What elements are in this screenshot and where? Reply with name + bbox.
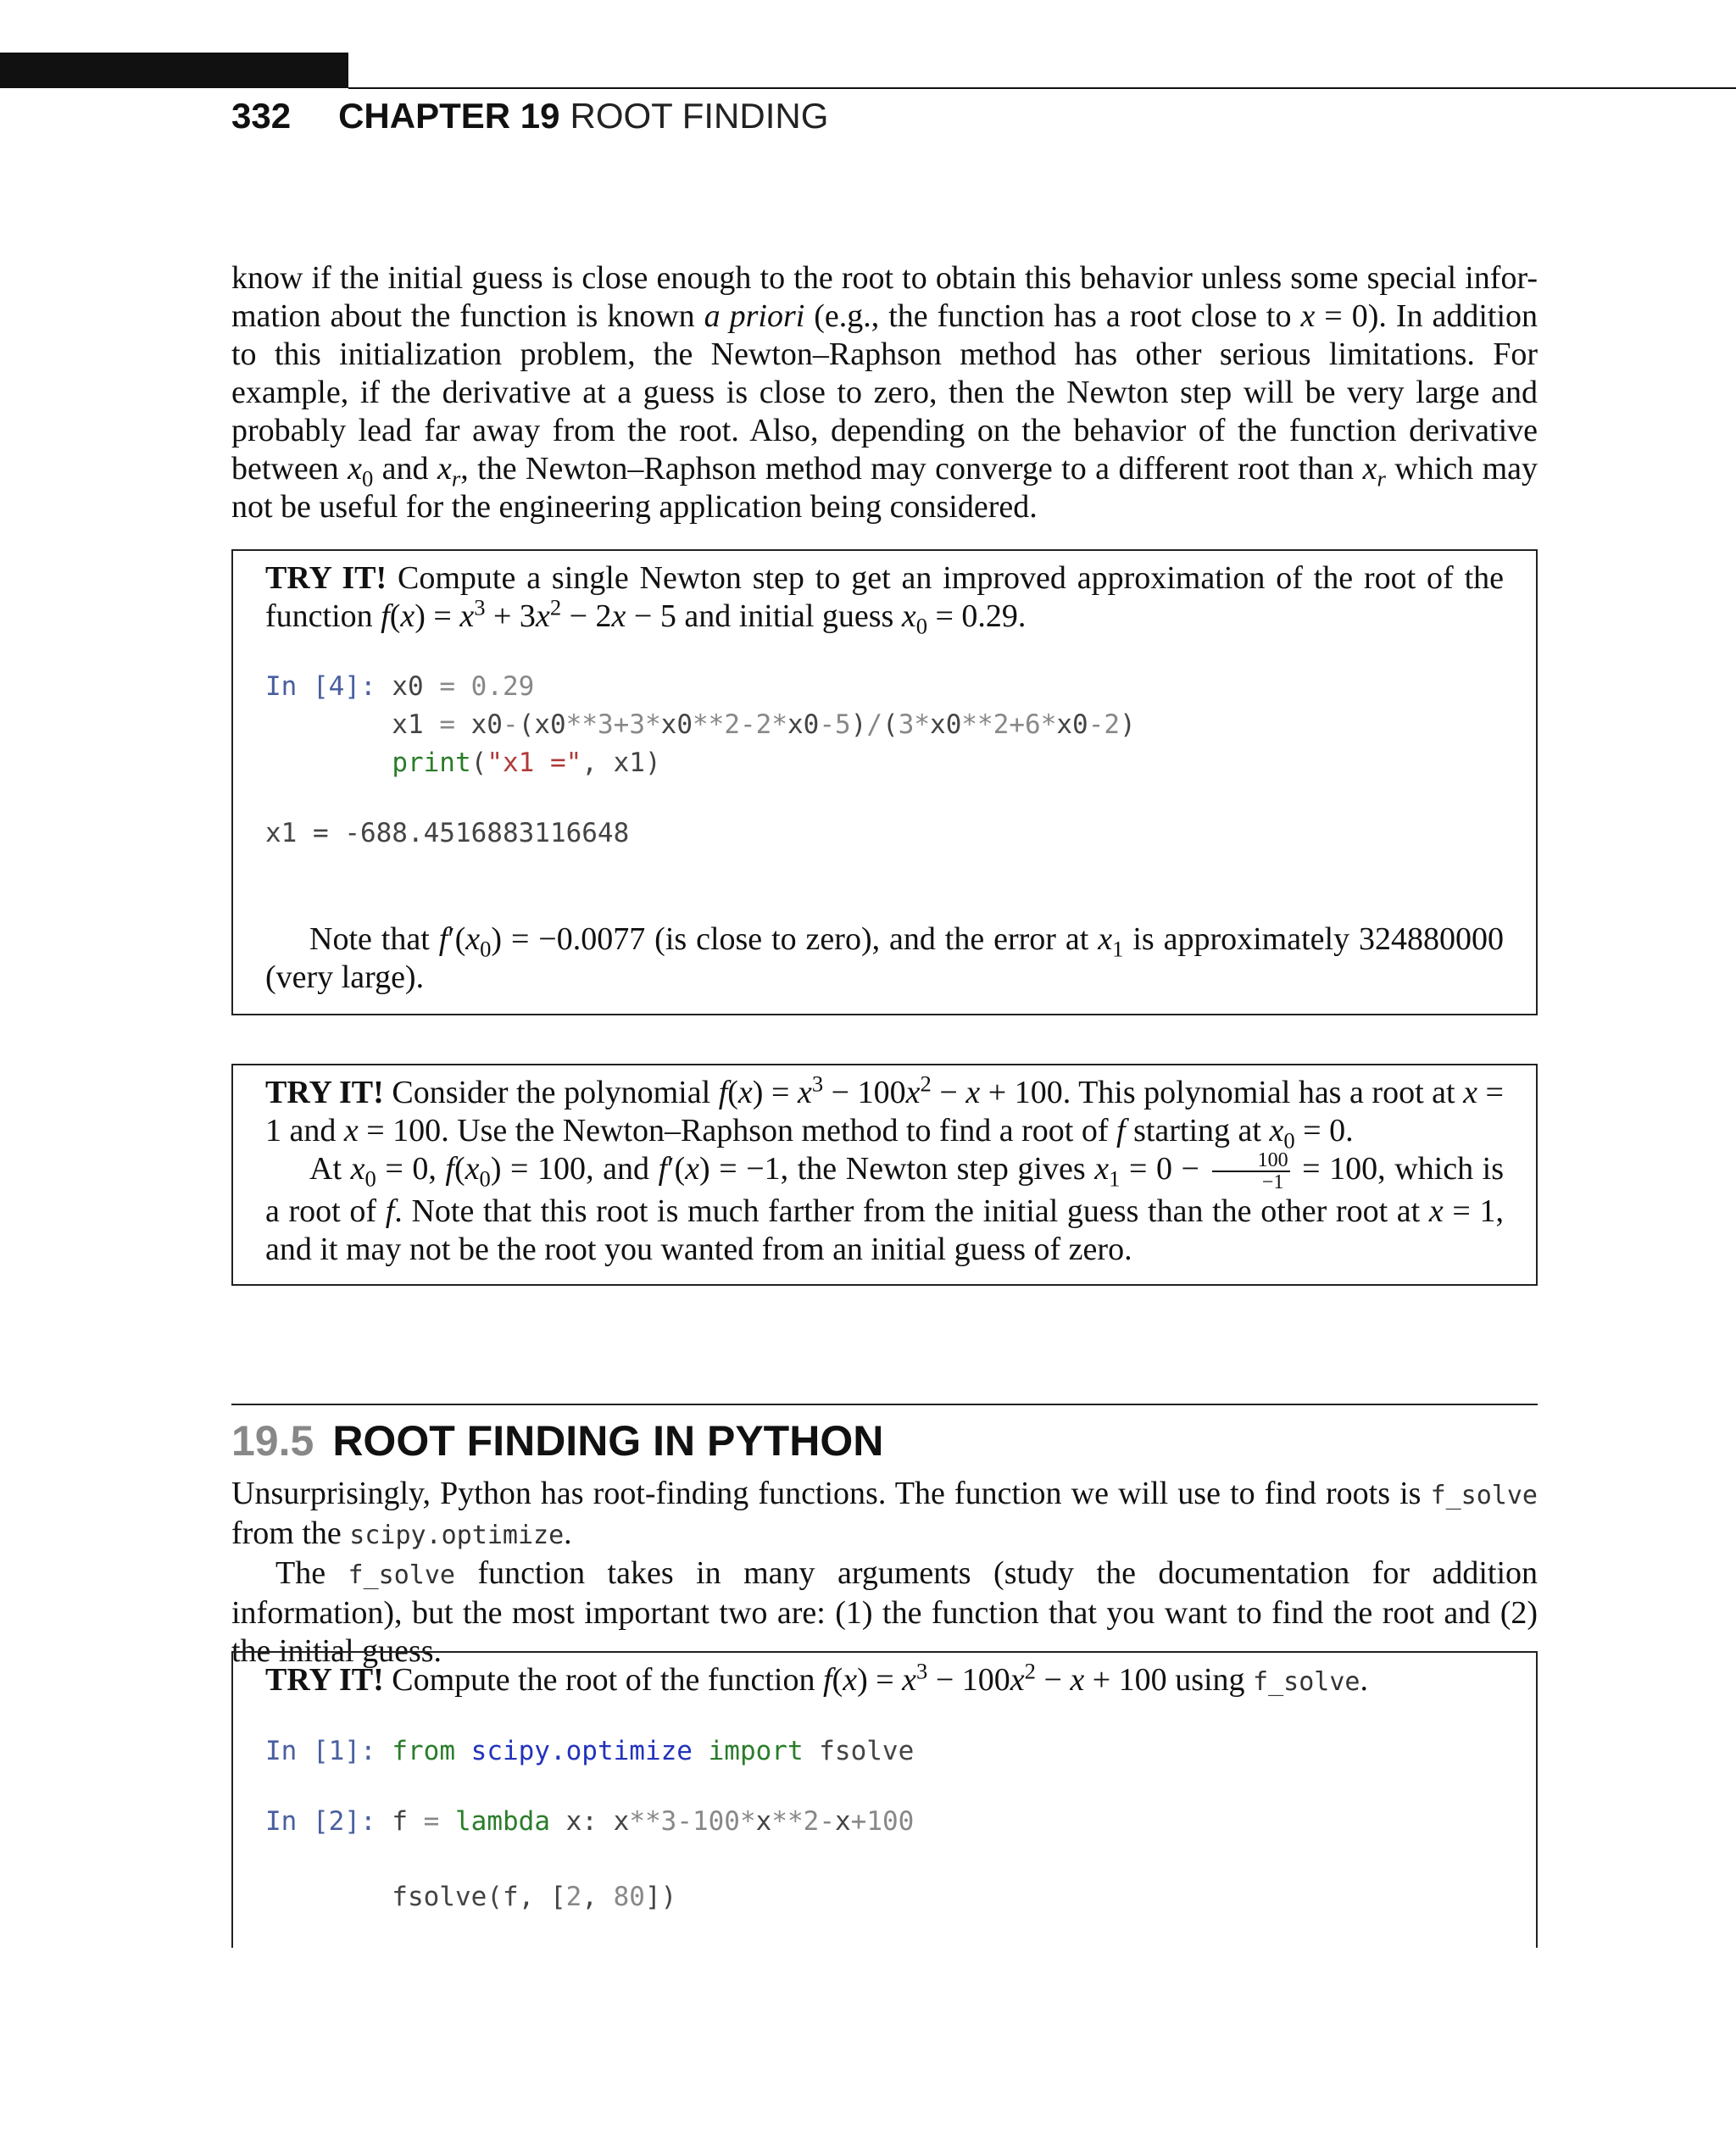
- try-it-label: TRY IT!: [265, 1662, 384, 1698]
- try-it-box-newton-step: TRY IT! Compute a single Newton step to get an improved approximation of the root of the function $f(x) = x^3 + 3x^2 - 2x - 5$ and initial guess $x_0 = 0.29$. In [4]: x0 = 0.29 x1 = x0-(x0**3+3*x0**2-2*x0-5)/(3*x0**2+6*x0-2) print("x1 =", x1) x1 = -688.4516883116648 Note that $f'(x_0) = -0.0077$ (is close to zero), and the error at $x_1$ is approximately 324880000 (very large).: [231, 549, 1538, 1015]
- section-number: 19.5: [231, 1417, 314, 1465]
- header-rule: [348, 87, 1736, 89]
- section-heading: [231, 1415, 883, 1466]
- try-it-box-fsolve: TRY IT! Compute the root of the function $f(x) = x^3 - 100x^2 - x + 100$ using f_solve. In [1]: from scipy.optimize import fsolve In [2]: f = lambda x: x**3-100*x**2-x+100 fsolve(f, [2, 80]): [231, 1651, 1538, 1948]
- code-cell-4: In [4]: x0 = 0.29 x1 = x0-(x0**3+3*x0**2-2*x0-5)/(3*x0**2+6*x0-2) print("x1 =", x1): [265, 671, 1136, 778]
- code-cell-2: In [2]: f = lambda x: x**3-100*x**2-x+100: [265, 1806, 915, 1837]
- code-output: x1 = -688.4516883116648: [265, 818, 630, 848]
- section-title: ROOT FINDING IN PYTHON: [332, 1417, 884, 1465]
- chapter-title: ROOT FINDING: [570, 96, 829, 136]
- code-cell-2-line-3: fsolve(f, [2, 80]): [265, 1882, 677, 1912]
- chapter-label: CHAPTER 19: [338, 96, 560, 136]
- header-black-bar: [0, 53, 348, 88]
- section-rule: [231, 1404, 1538, 1405]
- try-it-box-polynomial: TRY IT! Consider the polynomial $f(x) = x^3 - 100x^2 - x + 100$. This polynomial has a root at x = 1 and x = 100. Use the Newton–Raphson method to find a root of f starting at $x_0 = 0$. At $x_0 = 0$, $f(x_0) = 100$, and f′(x) = −1, the Newton step gives $x_1 = 0$ − $\frac{100}{-1}$ = 100, which is a root of f. Note that this root is much farther from the initial guess than the other root at x = 1, and it may not be the root you wanted from an initial guess of zero.: [231, 1064, 1538, 1286]
- page-number: 332: [231, 96, 292, 136]
- running-head: [231, 95, 828, 137]
- box1-note: Note that $f'(x_0) = -0.0077$ (is close to zero), and the error at $x_1$ is approximately 324880000 (very large).: [265, 921, 1504, 995]
- code-cell-1: In [1]: from scipy.optimize import fsolve: [265, 1736, 915, 1766]
- intro-paragraph: know if the initial guess is close enough to the root to obtain this behavior unless some special infor-mation about the function is known a priori (e.g., the function has a root close to x = 0). In addition to this initialization problem, the Newton–Raphson method has other serious limitations. For example, if the derivative at a guess is close to zero, then the Newton step will be very large and probably lead far away from the root. Also, depending on the behavior of the function derivative between $x_0$ and $x_r$, the Newton–Raphson method may converge to a different root than $x_r$ which may not be useful for the engineering application being considered.: [231, 260, 1538, 525]
- try-it-label: TRY IT!: [265, 1075, 384, 1110]
- section-paragraphs: Unsurprisingly, Python has root-finding functions. The function we will use to find roots is f_solve from the scipy.optimize. The f_solve function takes in many arguments (study the documentation for addition information), but the most important two are: (1) the function that you want to find the root and (2) the initial guess.: [231, 1476, 1538, 1669]
- fraction: $\frac{100}{-1}$: [1212, 1150, 1290, 1193]
- try-it-label: TRY IT!: [265, 560, 387, 596]
- cell-prompt: In [4]:: [265, 671, 376, 702]
